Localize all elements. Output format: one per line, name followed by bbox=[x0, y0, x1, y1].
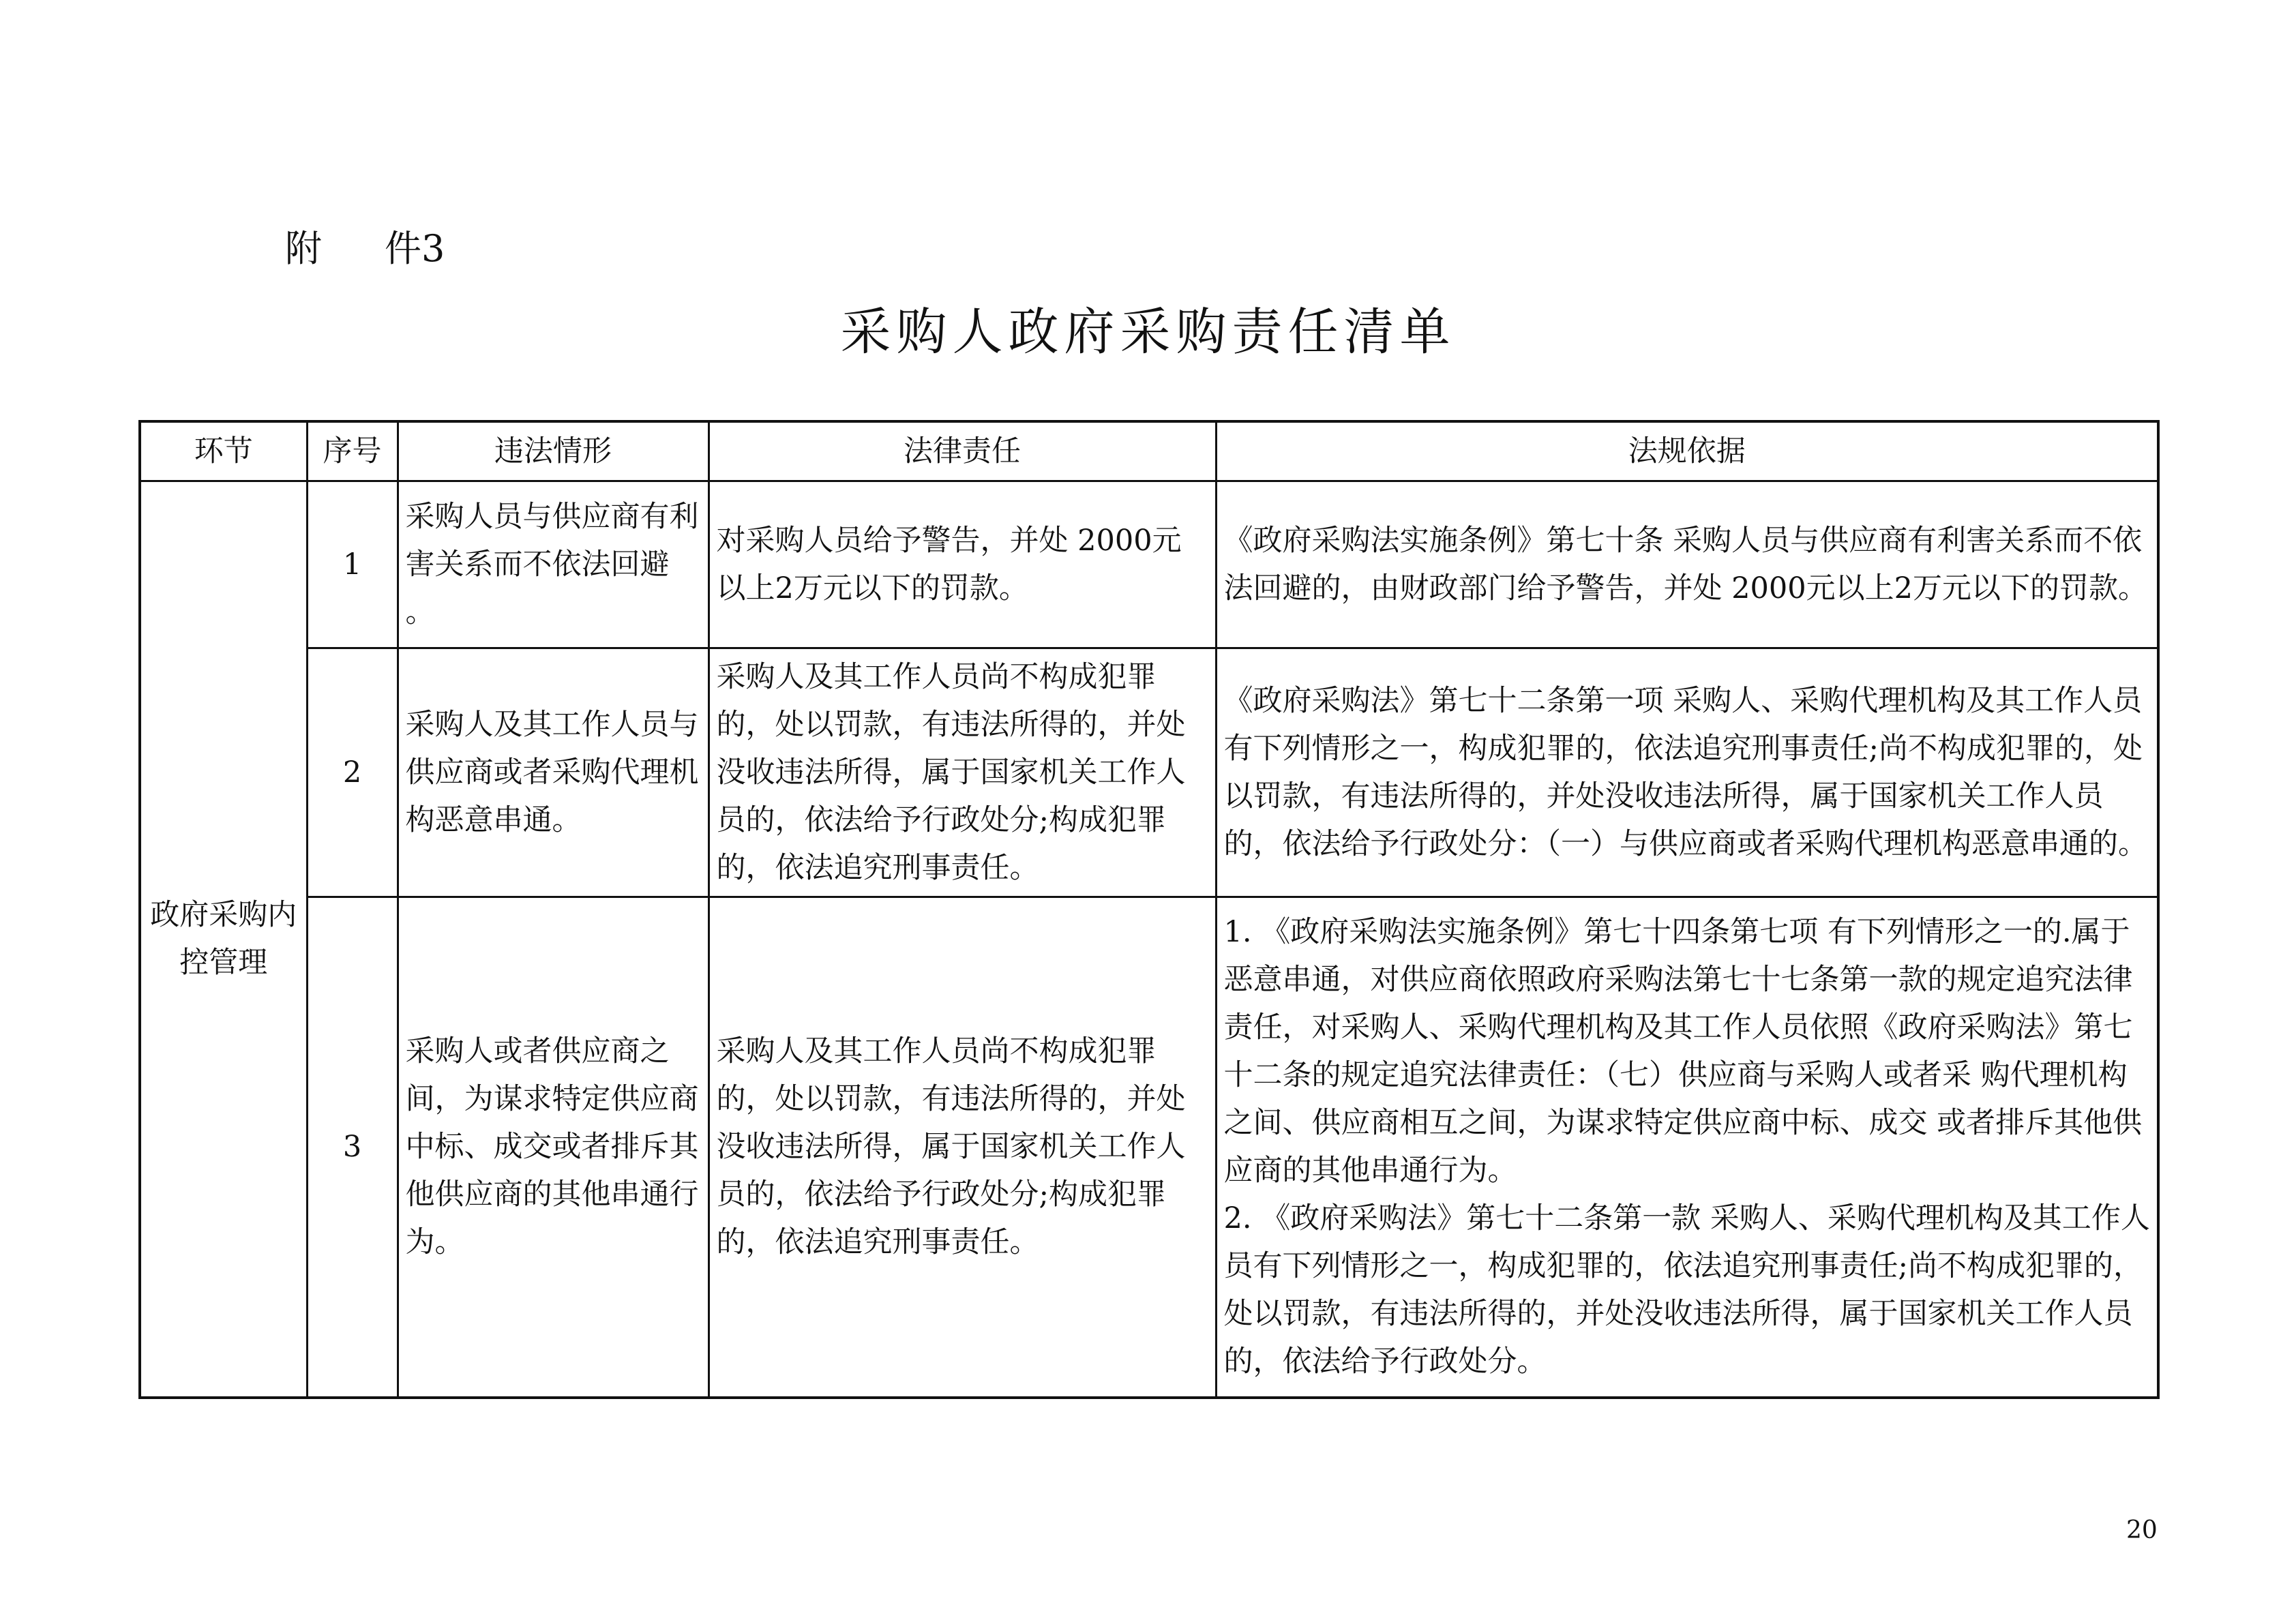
liability-cell: 采购人及其工作人员尚不构成犯罪的，处以罚款，有违法所得的，并处没收违法所得，属于国家机关工作人员的，依法给予行政处分;构成犯罪的，依法追究刑事责任。 bbox=[709, 897, 1216, 1398]
row-number: 3 bbox=[307, 897, 398, 1398]
basis-cell: 《政府采购法》第七十二条第一项 采购人、采购代理机构及其工作人员有下列情形之一，构成犯罪的，依法追究刑事责任;尚不构成犯罪的，处以罚款，有违法所得的，并处没收违法所得，属于国家机关工作人员的，依法给予行政处分：（一）与供应商或者采购代理机构恶意串通的。 bbox=[1216, 648, 2158, 897]
column-header-basis: 法规依据 bbox=[1216, 421, 2158, 481]
document-title: 采购人政府采购责任清单 bbox=[840, 303, 1456, 361]
column-header-stage: 环节 bbox=[140, 421, 307, 481]
table-row bbox=[140, 481, 2158, 648]
attachment-prefix: 附 bbox=[285, 227, 322, 270]
column-header-violation: 违法情形 bbox=[398, 421, 709, 481]
attachment-label bbox=[285, 220, 445, 272]
column-header-number: 序号 bbox=[307, 421, 398, 481]
violation-cell: 采购人员与供应商有利害关系而不依法回避 。 bbox=[398, 481, 709, 648]
basis-item-2: 2. 《政府采购法》第七十二条第一款 采购人、采购代理机构及其工作人员有下列情形之一，构成犯罪的，依法追究刑事责任;尚不构成犯罪的，处以罚款，有违法所得的，并处没收违法所得，属于国家机关工作人员的，依法给予行政处分。 bbox=[1223, 1201, 2150, 1379]
row-number: 1 bbox=[307, 481, 398, 648]
violation-cell: 采购人或者供应商之间，为谋求特定供应商中标、成交或者排斥其他供应商的其他串通行为。 bbox=[398, 897, 709, 1398]
liability-cell: 对采购人员给予警告，并处 2000元以上2万元以下的罚款。 bbox=[709, 481, 1216, 648]
responsibility-table bbox=[138, 420, 2160, 1399]
violation-cell: 采购人及其工作人员与供应商或者采购代理机构恶意串通。 bbox=[398, 648, 709, 897]
table-header-row bbox=[140, 421, 2158, 481]
basis-cell: 《政府采购法实施条例》第七十条 采购人员与供应商有利害关系而不依法回避的，由财政部门给予警告，并处 2000元以上2万元以下的罚款。 bbox=[1216, 481, 2158, 648]
column-header-liability: 法律责任 bbox=[709, 421, 1216, 481]
liability-cell: 采购人及其工作人员尚不构成犯罪的，处以罚款，有违法所得的，并处没收违法所得，属于国家机关工作人员的，依法给予行政处分;构成犯罪的，依法追究刑事责任。 bbox=[709, 648, 1216, 897]
basis-item-1: 1. 《政府采购法实施条例》第七十四条第七项 有下列情形之一的.属于恶意串通，对供应商依照政府采购法第七十七条第一款的规定追究法律责任，对采购人、采购代理机构及其工作人员依照《政府采购法》第七十二条的规定追究法律责任：（七）供应商与采购人或者采 购代理机构之间、供应商相互之间，为谋求特定供应商中标、成交 或者排斥其他供应商的其他串通行为。 bbox=[1223, 915, 2143, 1188]
table-row bbox=[140, 648, 2158, 897]
table-row bbox=[140, 897, 2158, 1398]
basis-cell bbox=[1216, 897, 2158, 1398]
attachment-suffix: 件3 bbox=[385, 227, 445, 270]
stage-cell: 政府采购内控管理 bbox=[140, 481, 307, 1398]
row-number: 2 bbox=[307, 648, 398, 897]
page-number: 20 bbox=[2126, 1516, 2158, 1544]
